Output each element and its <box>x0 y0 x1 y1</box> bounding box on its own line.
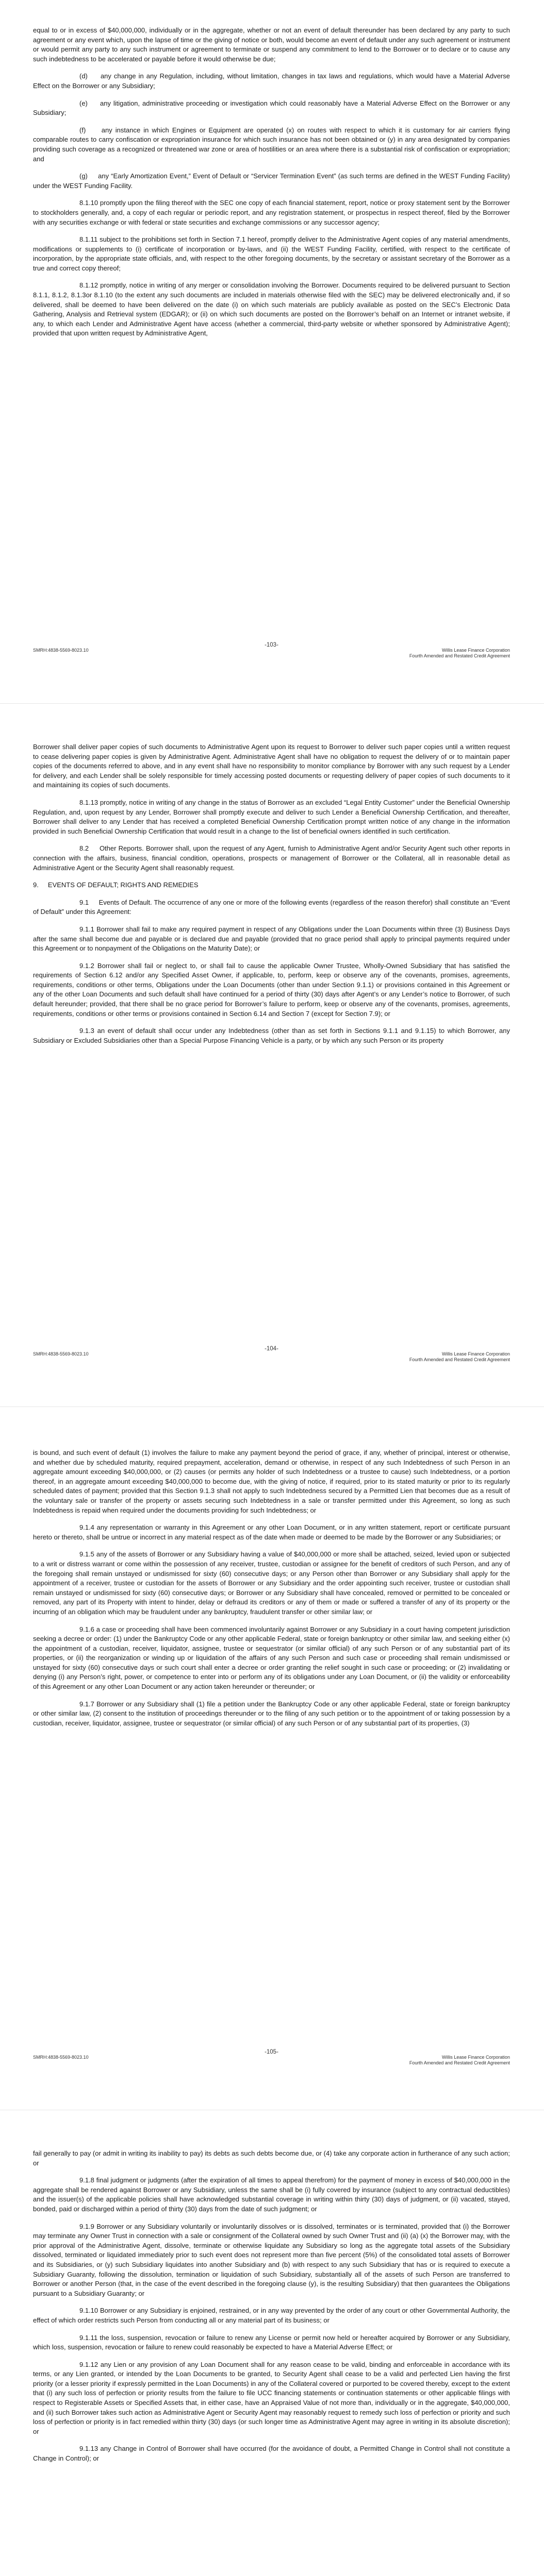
footer-company: Willis Lease Finance Corporation <box>441 648 510 653</box>
paragraph: is bound, and such event of default (1) involves the failure to make any payment beyond the period of grace, if any, whether of principal, interest or otherwise, and whether due by scheduled maturity, required prepayment, acceleration, demand or otherwise, in respect of any such Indebtedness of such Person in an aggregate amount exceeding $40,000,000, or (2) causes (or permits any holder of such Indebtedness or a trustee to cause) such Indebtedness, or a portion thereof, in an aggregate amount exceeding $40,000,000 to become due, with the giving of notice, if required, prior to its stated maturity or prior to its regularly scheduled dates of payment; provided that this Section 9.1.3 shall not apply to such Indebtedness secured by a Permitted Lien that becomes due as a result of the voluntary sale or transfer of the property or assets securing such Indebtedness in a sale or transfer permitted under this Agreement, so long as such Indebtedness is repaid when required under the documents providing for such Indebtedness; or <box>33 1449 510 1514</box>
paragraph: fail generally to pay (or admit in writing its inability to pay) its debts as such debts become due, or (4) take any corporate action in furtherance of any such action; or <box>33 2149 510 2167</box>
paragraph: 8.1.13 promptly, notice in writing of any change in the status of Borrower as an excluded “Legal Entity Customer” under the Beneficial Ownership Regulation, and, upon request by any Lender, Borrower shall promptly execute and deliver to such Lender a Beneficial Ownership Certification, and thereafter, Borrower shall deliver to any Lender that has received a completed Beneficial Ownership Certification prompt written notice of any change in the information provided in such Beneficial Ownership Certification that would result in a change to the list of beneficial owners identified in such certification. <box>33 798 510 835</box>
footer-agreement: Fourth Amended and Restated Credit Agreement <box>409 2060 510 2065</box>
paragraph: 9.1.9 Borrower or any Subsidiary voluntarily or involuntarily dissolves or is dissolved, terminates or is terminated, provided that (i) the Borrower may terminate any Owner Trust in connection with a sale or consignment of the Collateral owned by such Owner Trust and (ii) (a) (x) the Borrower may, with the prior approval of the Administrative Agent, dissolve, terminate or otherwise liquidate any Subsidiary so long as the aggregate total assets of the Subsidiary dissolved, terminated or liquidated immediately prior to such event does not represent more than five percent (5%) of the consolidated total assets of Borrower and its Subsidiaries, or (y) such Subsidiary liquidates into another Subsidiary and (b) with respect to any such Subsidiary that has or is required to execute a Subsidiary Guaranty, following the dissolution, termination or liquidation of such Subsidiary, substantially all of the assets of such Person are transferred to Borrower or another Person (that, in the case of the event described in the foregoing clause (y), is the resulting Subsidiary) that then guarantees the Obligations pursuant to a Subsidiary Guaranty; or <box>33 2222 510 2297</box>
footer-right <box>409 2055 510 2066</box>
paragraph: (f) any instance in which Engines or Equipment are operated (x) on routes with respect to which it is customary for air carriers flying comparable routes to carry confiscation or expropriation insurance for which such insurance has not been obtained or (y) in any area designated by companies providing such coverage as a recognized or threatened war zone or area of hostilities or an area where there is a substantial risk of confiscation or expropriation; and <box>33 126 510 163</box>
paragraph: equal to or in excess of $40,000,000, individually or in the aggregate, whether or not an event of default thereunder has been declared by any party to such agreement or any event which, upon the lapse of time or the giving of notice or both, would become an event of default under any such agreement or instrument or would permit any party to any such instrument or agreement to terminate or suspend any commitment to lend to the Borrower or to declare or to cause any such indebtedness to be accelerated or payable before it would otherwise be due; <box>33 26 510 63</box>
page-number: -103- <box>265 642 278 648</box>
page-body <box>33 26 510 346</box>
paragraph: 9.1.4 any representation or warranty in this Agreement or any other Loan Document, or in any written statement, report or certificate pursuant hereto or thereto, shall be untrue or incorrect in any material respect as of the date when made or deemed to be made by the Borrower or any Subsidiaries; or <box>33 1523 510 1541</box>
document-id: SMRH:4838-5569-8023.10 <box>33 648 89 653</box>
page-footer <box>33 2049 510 2069</box>
footer-company: Willis Lease Finance Corporation <box>441 2055 510 2060</box>
page-number: -105- <box>265 2049 278 2055</box>
footer-right <box>409 1351 510 1363</box>
paragraph: (d) any change in any Regulation, including, without limitation, changes in tax laws and regulations, which would have a Material Adverse Effect on the Borrower or any Subsidiary; <box>33 72 510 90</box>
paragraph: 9.1.6 a case or proceeding shall have been commenced involuntarily against Borrower or any Subsidiary in a court having competent jurisdiction seeking a decree or order: (1) under the Bankruptcy Code or any other applicable Federal, state or foreign bankruptcy or other similar law, and seeking either (x) the appointment of a custodian, receiver, liquidator, assignee, trustee or sequestrator (or similar official) of any such Person or of any substantial part of its properties, or (ii) the reorganization or winding up or liquidation of the affairs of any such Person and such case or proceeding shall remain undismissed or unstayed for sixty (60) consecutive days or such court shall enter a decree or order granting the relief sought in such case or proceeding; or (2) invalidating or denying (i) any Person’s right, power, or competence to enter into or perform any of its obligations under any Loan Document, or (ii) the validity or enforceability of this Agreement or any other Loan Document or any action taken hereunder or thereunder; or <box>33 1625 510 1691</box>
footer-right <box>409 648 510 659</box>
paragraph: (g) any “Early Amortization Event,” Event of Default or “Servicer Termination Event” (as such terms are defined in the WEST Funding Facility) under the WEST Funding Facility. <box>33 172 510 190</box>
page-body <box>33 2149 510 2471</box>
paragraph: 9.1.10 Borrower or any Subsidiary is enjoined, restrained, or in any way prevented by the order of any court or other Governmental Authority, the effect of which order restricts such Person from conducting all or any material part of its business; or <box>33 2307 510 2324</box>
section-heading: 9. EVENTS OF DEFAULT; RIGHTS AND REMEDIES <box>33 881 199 889</box>
paragraph: 8.1.12 promptly, notice in writing of any merger or consolidation involving the Borrower. Documents required to be delivered pursuant to Section 8.1.1, 8.1.2, 8.1.3or 8.1.10 (to the extent any such documents are included in materials otherwise filed with the SEC) may be delivered electronically and, if so delivered, shall be deemed to have been delivered on the date (i) on which such materials are publicly available as posted on the SEC’s Electronic Data Gathering, Analysis and Retrieval system (EDGAR); or (ii) on which such documents are posted on the Borrower’s behalf on an Internet or intranet website, if any, to which each Lender and Administrative Agent have access (whether a commercial, third-party website or whether sponsored by Administrative Agent); provided that upon written request by Administrative Agent, <box>33 281 510 337</box>
paragraph: 9.1.5 any of the assets of Borrower or any Subsidiary having a value of $40,000,000 or more shall be attached, seized, levied upon or subjected to a writ or distress warrant or come within the possession of any receiver, trustee, custodian or assignee for the benefit of creditors of such Person, and any of the foregoing shall remain unstayed or undismissed for sixty (60) consecutive days; or any Person other than Borrower or any Subsidiary shall apply for the appointment of a receiver, trustee or custodian for the assets of Borrower or any Subsidiary and the order appointing such receiver, trustee or custodian shall remain unstayed or undismissed for sixty (60) consecutive days; or Borrower or any Subsidiary shall have concealed, removed or permitted to be concealed or removed, any part of its Property with intent to hinder, delay or defraud its creditors or any of them or made or suffered a transfer of any of its property or the incurring of an obligation which may be fraudulent under any bankruptcy, fraudulent transfer or other similar law; or <box>33 1550 510 1616</box>
paragraph: 9.1.11 the loss, suspension, revocation or failure to renew any License or permit now held or hereafter acquired by Borrower or any Subsidiary, which loss, suspension, revocation or failure to renew could reasonably be expected to have a Material Adverse Effect; or <box>33 2333 510 2351</box>
footer-company: Willis Lease Finance Corporation <box>441 1351 510 1357</box>
paragraph: 9.1.1 Borrower shall fail to make any required payment in respect of any Obligations under the Loan Documents within three (3) Business Days after the same shall become due and payable or is declared due and payable (provided that no grace period shall apply to principal payments required under this Agreement or to nonpayment of the Obligations on the Maturity Date); or <box>33 925 510 953</box>
paragraph: 9.1.12 any Lien or any provision of any Loan Document shall for any reason cease to be valid, binding and enforceable in accordance with its terms, or any Lien granted, or intended by the Loan Documents to be granted, to Security Agent shall cease to be a valid and perfected Lien having the first priority (or a lesser priority if expressly permitted in the Loan Documents) in any of the Collateral covered or purported to be covered thereby, except to the extent that (i) any such loss of perfection or priority results from the failure to file UCC financing statements or continuation statements or other applicable filings with respect to Registerable Assets or Specified Assets that, in either case, have an Appraised Value of not more than, individually or in the aggregate, $40,000,000, and (ii) such Borrower takes such action as Administrative Agent or Security Agent may reasonably request to remedy such loss of perfection or priority and such loss of perfection or priority is in fact remedied within thirty (30) days (or such longer time as Administrative Agent may agree in writing in its absolute discretion); or <box>33 2360 510 2435</box>
document-page <box>0 703 544 1407</box>
footer-agreement: Fourth Amended and Restated Credit Agreement <box>409 1357 510 1362</box>
paragraph: 9.1.3 an event of default shall occur under any Indebtedness (other than as set forth in Sections 9.1.1 and 9.1.15) to which Borrower, any Subsidiary or Excluded Subsidiaries other than a Special Purpose Financing Vehicle is a party, or by which any such Person or its property <box>33 1027 510 1044</box>
page-body <box>33 1448 510 1736</box>
paragraph: 8.2 Other Reports. Borrower shall, upon the request of any Agent, furnish to Administrative Agent and/or Security Agent such other reports in connection with the affairs, business, financial condition, operations, prospects or management of Borrower or the Collateral, all in reasonable detail as Administrative Agent or the Security Agent shall reasonably request. <box>33 844 510 872</box>
paragraph: 9.1.2 Borrower shall fail or neglect to, or shall fail to cause the applicable Owner Trustee, Wholly-Owned Subsidiary that has satisfied the requirements of Section 6.12 and/or any Specified Asset Owner, if applicable, to, perform, keep or observe any of the covenants, promises, agreements, requirements, conditions or other terms, Obligations under the Loan Documents (other than under Section 9.1.1) or provisions contained in this Agreement or any of the other Loan Documents and such default shall have continued for a period of thirty (30) days after Agent’s or any Lender’s notice to Borrower, of such default hereunder; provided, that there shall be no grace period for Borrower’s failure to perform, keep or observe any of the covenants, promises, agreements, requirements, conditions or other terms or provisions contained in Section 6.14 and Section 7 (except for Section 7.9); or <box>33 961 510 1018</box>
page-footer <box>33 1346 510 1366</box>
document-page <box>0 1406 544 2110</box>
document-id: SMRH:4838-5569-8023.10 <box>33 2055 89 2060</box>
paragraph: 8.1.11 subject to the prohibitions set forth in Section 7.1 hereof, promptly deliver to the Administrative Agent copies of any material amendments, modifications or supplements to (i) certificate of incorporation or by-laws, and (ii) the WEST Funding Facility, certified, with respect to the certificate of incorporation, by the appropriate state officials, and, with respect to the other foregoing documents, by the secretary or assistant secretary of the Borrower as a true and correct copy thereof; <box>33 235 510 272</box>
page-footer <box>33 642 510 662</box>
page-body <box>33 742 510 1053</box>
paragraph: 9.1.7 Borrower or any Subsidiary shall (1) file a petition under the Bankruptcy Code or any other applicable Federal, state or foreign bankruptcy or other similar law, (2) consent to the institution of proceedings thereunder or to the filing of any such petition or to the appointment of or taking possession by a custodian, receiver, liquidator, assignee, trustee or sequestrator (or similar official) of any such Person or of any substantial part of its properties, (3) <box>33 1700 510 1727</box>
paragraph: 9.1.13 any Change in Control of Borrower shall have occurred (for the avoidance of doubt, a Permitted Change in Control shall not constitute a Change in Control); or <box>33 2445 510 2463</box>
paragraph: 8.1.10 promptly upon the filing thereof with the SEC one copy of each financial statement, report, notice or proxy statement sent by the Borrower to stockholders generally, and, a copy of each regular or periodic report, and any registration statement, or prospectus in respect thereof, filed by the Borrower with any securities exchange or with federal or state securities and exchange commissions or any successor agency; <box>33 199 510 226</box>
paragraph: 9.1.8 final judgment or judgments (after the expiration of all times to appeal therefrom) for the payment of money in excess of $40,000,000 in the aggregate shall be rendered against Borrower or any Subsidiary, unless the same shall be (i) fully covered by insurance (subject to any contractual deductibles) and the issuer(s) of the applicable policies shall have acknowledged substantial coverage in writing within thirty (30) days of judgment, or (ii) vacated, stayed, bonded, paid or discharged within a period of thirty (30) days from the date of such judgment; or <box>33 2176 510 2213</box>
page-number: -104- <box>265 1346 278 1352</box>
document-id: SMRH:4838-5569-8023.10 <box>33 1351 89 1357</box>
paragraph: (e) any litigation, administrative proceeding or investigation which could reasonably have a Material Adverse Effect on the Borrower or any Subsidiary; <box>33 99 510 117</box>
paragraph: Borrower shall deliver paper copies of such documents to Administrative Agent upon its request to Borrower to deliver such paper copies until a written request to cease delivering paper copies is given by Administrative Agent. Administrative Agent shall have no obligation to request the delivery of or to maintain paper copies of the documents referred to above, and in any event shall have no responsibility to monitor compliance by Borrower with any such request by a Lender for delivery, and each Lender shall be solely responsible for timely accessing posted documents or requesting delivery of paper copies of such documents to it and maintaining its copies of such documents. <box>33 743 510 789</box>
paragraph: 9.1 Events of Default. The occurrence of any one or more of the following events (regardless of the reason therefor) shall constitute an “Event of Default” under this Agreement: <box>33 898 510 916</box>
document-page <box>0 0 544 703</box>
document-page <box>0 2110 544 2576</box>
footer-agreement: Fourth Amended and Restated Credit Agreement <box>409 653 510 658</box>
